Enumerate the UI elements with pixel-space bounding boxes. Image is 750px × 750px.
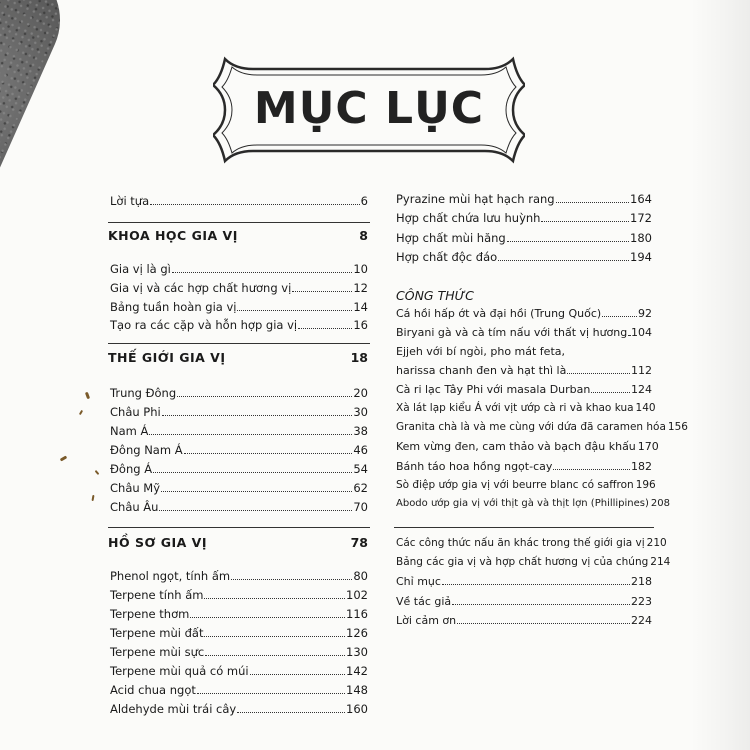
spice-speck bbox=[60, 455, 68, 461]
toc-entry-label: Cà ri lạc Tây Phi với masala Durban bbox=[396, 383, 591, 396]
toc-entry-page: 182 bbox=[631, 460, 652, 473]
toc-entry-label: Bảng các gia vị và hợp chất hương vị của chúng bbox=[396, 556, 649, 568]
toc-entry-label: Về tác giả bbox=[396, 595, 452, 608]
toc-entry bbox=[110, 664, 368, 678]
toc-entry bbox=[110, 443, 368, 457]
toc-entry-page: 54 bbox=[353, 462, 368, 476]
toc-entry-page: 148 bbox=[346, 683, 368, 697]
toc-entry-label: Trung Đông bbox=[110, 386, 177, 400]
toc-entry bbox=[396, 402, 656, 414]
toc-entry-label: Cá hồi hấp ớt và đại hồi (Trung Quốc) bbox=[396, 307, 602, 320]
toc-entry bbox=[110, 386, 368, 400]
toc-entry-label: Granita chà là và me cùng với dứa đã caramen hóa bbox=[396, 421, 666, 433]
toc-entry-label: Nam Á bbox=[110, 424, 149, 438]
toc-entry bbox=[110, 683, 368, 697]
toc-entry-label: Pyrazine mùi hạt hạch rang bbox=[396, 192, 555, 206]
spice-speck bbox=[91, 495, 94, 501]
toc-entry-page: 172 bbox=[630, 211, 652, 225]
toc-entry-label: Kem vừng đen, cam thảo và bạch đậu khấu bbox=[396, 440, 636, 453]
toc-entry bbox=[396, 556, 671, 568]
toc-entry-label: Gia vị là gì bbox=[110, 262, 171, 276]
page-title: MỤC LỤC bbox=[253, 83, 485, 134]
section-heading-page: 78 bbox=[350, 535, 368, 550]
toc-entry-page: 14 bbox=[353, 300, 368, 314]
toc-entry-label: Xà lát lạp kiểu Á với vịt ướp cà ri và khao kua bbox=[396, 402, 634, 414]
stone-pestle-image bbox=[0, 0, 79, 410]
toc-entry-page: 12 bbox=[353, 281, 368, 295]
toc-entry-label: Ejjeh với bí ngòi, pho mát feta, bbox=[396, 345, 565, 358]
toc-entry bbox=[396, 231, 652, 245]
toc-entry bbox=[110, 462, 368, 476]
section-heading-label: KHOA HỌC GIA VỊ bbox=[108, 228, 238, 243]
toc-entry-label: Aldehyde mùi trái cây bbox=[110, 702, 237, 716]
toc-entry-label: Hợp chất mùi hăng bbox=[396, 231, 506, 245]
toc-entry-page: 92 bbox=[638, 307, 652, 320]
toc-entry bbox=[396, 211, 652, 225]
toc-entry bbox=[396, 326, 652, 339]
toc-entry-label: Châu Âu bbox=[110, 500, 159, 514]
toc-entry bbox=[110, 424, 368, 438]
toc-entry bbox=[110, 318, 368, 332]
toc-entry-label: Acid chua ngọt bbox=[110, 683, 196, 697]
toc-entry-page: 224 bbox=[631, 614, 652, 627]
section-divider bbox=[108, 343, 370, 344]
toc-entry-label: Đông Á bbox=[110, 462, 153, 476]
page-shadow bbox=[690, 0, 750, 750]
toc-entry-page: 104 bbox=[631, 326, 652, 339]
toc-entry-label: Chỉ mục bbox=[396, 575, 441, 588]
toc-entry bbox=[396, 537, 667, 549]
toc-entry-label: Bảng tuần hoàn gia vị bbox=[110, 300, 237, 314]
toc-entry-page: 62 bbox=[353, 481, 368, 495]
toc-entry bbox=[110, 405, 368, 419]
toc-entry-page: 6 bbox=[360, 194, 368, 208]
toc-entry-label: Châu Mỹ bbox=[110, 481, 161, 495]
toc-entry bbox=[396, 364, 652, 377]
toc-entry-page: 70 bbox=[353, 500, 368, 514]
toc-entry-label: Lời cảm ơn bbox=[396, 614, 457, 627]
toc-entry bbox=[110, 607, 368, 621]
toc-entry-label: Terpene mùi quả có múi bbox=[110, 664, 249, 678]
toc-entry-page: 223 bbox=[631, 595, 652, 608]
toc-entry-page: 170 bbox=[637, 440, 659, 453]
toc-entry bbox=[110, 300, 368, 314]
toc-entry bbox=[110, 588, 368, 602]
toc-entry bbox=[396, 614, 652, 627]
toc-entry-page: 142 bbox=[346, 664, 368, 678]
toc-entry-page: 116 bbox=[346, 607, 368, 621]
toc-entry-label: Hợp chất chứa lưu huỳnh bbox=[396, 211, 541, 225]
toc-entry bbox=[396, 192, 652, 206]
recipes-heading: CÔNG THỨC bbox=[396, 288, 474, 303]
spice-speck bbox=[79, 410, 83, 415]
spice-speck bbox=[85, 392, 90, 400]
toc-entry bbox=[110, 281, 368, 295]
toc-entry bbox=[396, 498, 671, 509]
toc-entry-page: 180 bbox=[630, 231, 652, 245]
toc-entry bbox=[396, 421, 688, 433]
toc-entry bbox=[396, 575, 652, 588]
toc-entry-page: 196 bbox=[635, 479, 656, 491]
toc-entry-label: harissa chanh đen và hạt thì là bbox=[396, 364, 567, 377]
toc-entry bbox=[110, 702, 368, 716]
toc-entry-page: 218 bbox=[631, 575, 652, 588]
toc-entry-page: 126 bbox=[346, 626, 368, 640]
toc-entry-page: 210 bbox=[646, 537, 667, 549]
toc-entry-label: Terpene mùi đất bbox=[110, 626, 204, 640]
section-heading bbox=[108, 535, 368, 550]
spice-speck bbox=[95, 470, 100, 475]
section-heading-label: THẾ GIỚI GIA VỊ bbox=[108, 350, 226, 365]
toc-entry-page: 20 bbox=[353, 386, 368, 400]
toc-entry-page: 112 bbox=[631, 364, 652, 377]
toc-entry bbox=[110, 626, 368, 640]
toc-entry-page: 10 bbox=[353, 262, 368, 276]
toc-entry-label: Phenol ngọt, tính ấm bbox=[110, 569, 231, 583]
toc-entry-page: 130 bbox=[346, 645, 368, 659]
toc-entry bbox=[110, 262, 368, 276]
toc-entry bbox=[396, 250, 652, 264]
toc-entry-page: 140 bbox=[635, 402, 656, 414]
toc-entry bbox=[396, 440, 659, 453]
toc-entry-page: 124 bbox=[631, 383, 652, 396]
title-frame bbox=[213, 55, 525, 165]
toc-entry-page: 80 bbox=[353, 569, 368, 583]
toc-entry-label: Tạo ra các cặp và hỗn hợp gia vị bbox=[110, 318, 298, 332]
toc-entry-label: Bánh táo hoa hồng ngọt-cay bbox=[396, 460, 553, 473]
toc-entry-page: 208 bbox=[650, 498, 671, 509]
section-heading-page: 18 bbox=[350, 350, 368, 365]
section-divider bbox=[108, 527, 370, 528]
toc-entry-label: Sò điệp ướp gia vị với beurre blanc có saffron bbox=[396, 479, 634, 491]
toc-entry bbox=[396, 345, 652, 358]
toc-entry bbox=[396, 383, 652, 396]
toc-entry-label: Các công thức nấu ăn khác trong thế giới gia vị bbox=[396, 537, 645, 549]
toc-entry-page: 160 bbox=[346, 702, 368, 716]
toc-entry-label: Gia vị và các hợp chất hương vị bbox=[110, 281, 292, 295]
toc-entry bbox=[110, 481, 368, 495]
toc-entry-label: Biryani gà và cà tím nấu với thất vị hương bbox=[396, 326, 628, 339]
toc-entry-label: Terpene mùi sực bbox=[110, 645, 205, 659]
section-heading-page: 8 bbox=[359, 228, 368, 243]
toc-entry-page: 164 bbox=[630, 192, 652, 206]
toc-entry bbox=[396, 479, 656, 491]
toc-entry-label: Lời tựa bbox=[110, 194, 150, 208]
toc-entry-label: Châu Phi bbox=[110, 405, 161, 419]
toc-entry bbox=[110, 194, 368, 208]
toc-entry bbox=[396, 460, 652, 473]
toc-entry bbox=[110, 500, 368, 514]
toc-entry bbox=[110, 569, 368, 583]
section-heading-label: HỒ SƠ GIA VỊ bbox=[108, 535, 207, 550]
toc-entry bbox=[110, 645, 368, 659]
toc-entry-label: Đông Nam Á bbox=[110, 443, 183, 457]
toc-entry bbox=[396, 307, 652, 320]
section-divider bbox=[108, 222, 370, 223]
toc-entry-label: Terpene tính ấm bbox=[110, 588, 204, 602]
toc-entry-page: 102 bbox=[346, 588, 368, 602]
toc-entry-page: 38 bbox=[353, 424, 368, 438]
toc-entry-page: 194 bbox=[630, 250, 652, 264]
toc-entry-page: 156 bbox=[667, 421, 688, 433]
toc-entry-label: Terpene thơm bbox=[110, 607, 190, 621]
toc-entry-label: Abodo ướp gia vị với thịt gà và thịt lợn (Phillipines) bbox=[396, 498, 649, 509]
toc-entry-page: 16 bbox=[353, 318, 368, 332]
section-heading bbox=[108, 228, 368, 243]
toc-entry-label: Hợp chất độc đáo bbox=[396, 250, 498, 264]
toc-entry-page: 214 bbox=[650, 556, 671, 568]
section-divider bbox=[394, 527, 654, 528]
toc-entry bbox=[396, 595, 652, 608]
section-heading bbox=[108, 350, 368, 365]
toc-entry-page: 30 bbox=[353, 405, 368, 419]
toc-entry-page: 46 bbox=[353, 443, 368, 457]
